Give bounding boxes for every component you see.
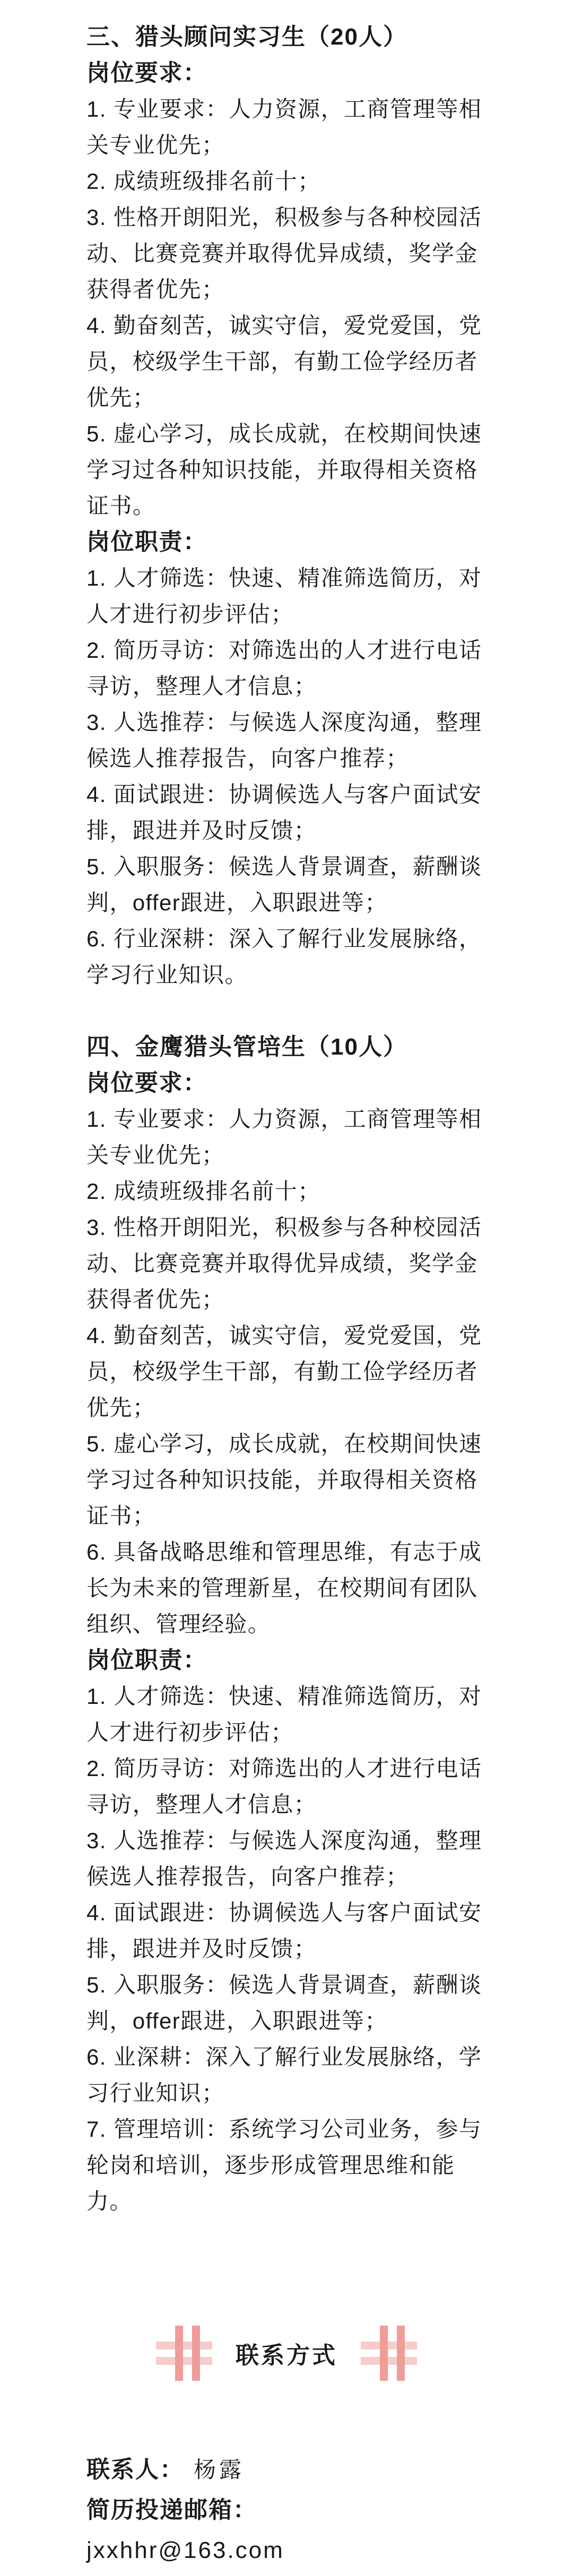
job-item-line: 排，跟进并及时反馈； bbox=[86, 1936, 317, 1961]
section-heading: 四、金鹰猎头管培生（10人） bbox=[86, 1034, 407, 1060]
job-item bbox=[86, 1426, 509, 1534]
job-item-line: 2. 简历寻访：对筛选出的人才进行电话 bbox=[86, 1756, 482, 1781]
job-item-line: 判，offer跟进，入职跟进等； bbox=[86, 2008, 388, 2033]
job-item bbox=[86, 560, 509, 632]
job-item-line: 学习过各种知识技能，并取得相关资格 bbox=[86, 457, 478, 482]
job-item-line: 力。 bbox=[86, 2189, 133, 2214]
section-heading: 三、猎头顾问实习生（20人） bbox=[86, 24, 407, 50]
job-item bbox=[86, 1967, 509, 2039]
contact-section-banner bbox=[0, 2326, 573, 2381]
job-item-line: 1. 人才筛选：快速、精准筛选简历，对 bbox=[86, 1684, 482, 1709]
job-item-line: 获得者优先； bbox=[86, 1287, 225, 1312]
job-item-line: 关专业优先； bbox=[86, 1143, 225, 1168]
job-item-line: 2. 成绩班级排名前十； bbox=[86, 1179, 321, 1204]
job-item bbox=[86, 1823, 509, 1895]
job-item bbox=[86, 849, 509, 921]
group-label: 岗位职责： bbox=[86, 529, 207, 555]
resume-email-row bbox=[86, 2530, 573, 2571]
job-item bbox=[86, 1534, 509, 1642]
job-item bbox=[86, 777, 509, 849]
job-item bbox=[86, 163, 509, 199]
job-item-line: 动、比赛竞赛并取得优异成绩，奖学金 bbox=[86, 1251, 478, 1276]
job-item-line: 5. 虚心学习，成长成就，在校期间快速 bbox=[86, 421, 482, 446]
job-item-line: 寻访，整理人才信息； bbox=[86, 1792, 317, 1817]
job-item-line: 员，校级学生干部，有勤工俭学经历者 bbox=[86, 349, 478, 374]
job-item-line: 动、比赛竞赛并取得优异成绩，奖学金 bbox=[86, 241, 478, 266]
job-item bbox=[86, 1751, 509, 1823]
job-item-line: 3. 性格开朗阳光，积极参与各种校园活 bbox=[86, 1215, 482, 1240]
job-item-line: 判，offer跟进，入职跟进等； bbox=[86, 890, 388, 915]
job-item-line: 员，校级学生干部，有勤工俭学经历者 bbox=[86, 1359, 478, 1384]
job-item bbox=[86, 1173, 509, 1209]
job-item-line: 排，跟进并及时反馈； bbox=[86, 818, 317, 843]
job-item-line: 4. 面试跟进：协调候选人与客户面试安 bbox=[86, 1900, 482, 1925]
job-item bbox=[86, 1678, 509, 1751]
hash-decoration-icon bbox=[156, 2326, 212, 2381]
job-item-line: 候选人推荐报告，向客户推荐； bbox=[86, 1864, 409, 1889]
job-item-line: 长为未来的管理新星，在校期间有团队 bbox=[86, 1576, 478, 1600]
job-item bbox=[86, 1209, 509, 1318]
job-item-line: 7. 管理培训：系统学习公司业务，参与 bbox=[86, 2117, 482, 2142]
job-item-line: 寻访，整理人才信息； bbox=[86, 674, 317, 699]
job-item-line: 5. 虚心学习，成长成就，在校期间快速 bbox=[86, 1431, 482, 1456]
job-item-line: 6. 具备战略思维和管理思维，有志于成 bbox=[86, 1539, 482, 1564]
job-item-line: 习行业知识； bbox=[86, 2081, 225, 2105]
job-item bbox=[86, 704, 509, 777]
group-label: 岗位要求： bbox=[86, 60, 207, 86]
job-item-line: 6. 行业深耕：深入了解行业发展脉络， bbox=[86, 926, 482, 951]
contact-person-label: 联系人： bbox=[86, 2457, 184, 2483]
job-item-line: 人才进行初步评估； bbox=[86, 1720, 294, 1745]
job-item bbox=[86, 416, 509, 524]
contact-person-name: 杨露 bbox=[194, 2457, 245, 2482]
job-item-line: 关专业优先； bbox=[86, 133, 225, 158]
contact-person-row bbox=[86, 2450, 573, 2490]
job-item-line: 5. 入职服务：候选人背景调查，薪酬谈 bbox=[86, 854, 482, 879]
job-item bbox=[86, 308, 509, 416]
section-gap bbox=[86, 993, 509, 1029]
job-item-line: 4. 勤奋刻苦，诚实守信，爱党爱国，党 bbox=[86, 313, 482, 338]
job-item-line: 优先； bbox=[86, 1395, 156, 1420]
job-item bbox=[86, 2039, 509, 2111]
job-item-line: 证书； bbox=[86, 1503, 156, 1528]
job-item-line: 2. 成绩班级排名前十； bbox=[86, 169, 321, 194]
job-item-line: 3. 人选推荐：与候选人深度沟通，整理 bbox=[86, 710, 482, 735]
job-item-line: 1. 专业要求：人力资源，工商管理等相 bbox=[86, 1107, 482, 1132]
job-item-line: 学习过各种知识技能，并取得相关资格 bbox=[86, 1467, 478, 1492]
job-item-line: 5. 入职服务：候选人背景调查，薪酬谈 bbox=[86, 1972, 482, 1997]
job-item-line: 优先； bbox=[86, 385, 156, 410]
job-item bbox=[86, 2111, 509, 2220]
resume-email-label: 简历投递邮箱： bbox=[86, 2497, 257, 2523]
job-item-line: 1. 专业要求：人力资源，工商管理等相 bbox=[86, 97, 482, 121]
job-item-line: 3. 人选推荐：与候选人深度沟通，整理 bbox=[86, 1828, 482, 1853]
job-item-line: 轮岗和培训，逐步形成管理思维和能 bbox=[86, 2153, 455, 2178]
job-item bbox=[86, 199, 509, 308]
job-item-line: 2. 简历寻访：对筛选出的人才进行电话 bbox=[86, 638, 482, 663]
job-item-line: 4. 面试跟进：协调候选人与客户面试安 bbox=[86, 782, 482, 807]
job-item bbox=[86, 91, 509, 163]
job-item-line: 证书。 bbox=[86, 493, 156, 518]
resume-email-label-row bbox=[86, 2490, 573, 2530]
job-item bbox=[86, 921, 509, 993]
job-item bbox=[86, 1318, 509, 1426]
contact-banner-title: 联系方式 bbox=[236, 2343, 337, 2369]
job-item-line: 6. 业深耕：深入了解行业发展脉络，学 bbox=[86, 2044, 482, 2069]
group-label: 岗位要求： bbox=[86, 1070, 207, 1096]
job-item bbox=[86, 1101, 509, 1173]
resume-email-value: jxxhhr@163.com bbox=[86, 2537, 284, 2563]
hash-decoration-icon bbox=[361, 2326, 417, 2381]
job-item-line: 候选人推荐报告，向客户推荐； bbox=[86, 746, 409, 771]
job-item-line: 学习行业知识。 bbox=[86, 962, 248, 987]
job-item-line: 4. 勤奋刻苦，诚实守信，爱党爱国，党 bbox=[86, 1323, 482, 1348]
group-label: 岗位职责： bbox=[86, 1647, 207, 1673]
job-item bbox=[86, 1895, 509, 1967]
job-item-line: 组织、管理经验。 bbox=[86, 1612, 271, 1637]
job-item-line: 3. 性格开朗阳光，积极参与各种校园活 bbox=[86, 205, 482, 230]
job-item-line: 人才进行初步评估； bbox=[86, 602, 294, 626]
job-item-line: 1. 人才筛选：快速、精准筛选简历，对 bbox=[86, 565, 482, 590]
job-item-line: 获得者优先； bbox=[86, 277, 225, 302]
job-item bbox=[86, 632, 509, 704]
